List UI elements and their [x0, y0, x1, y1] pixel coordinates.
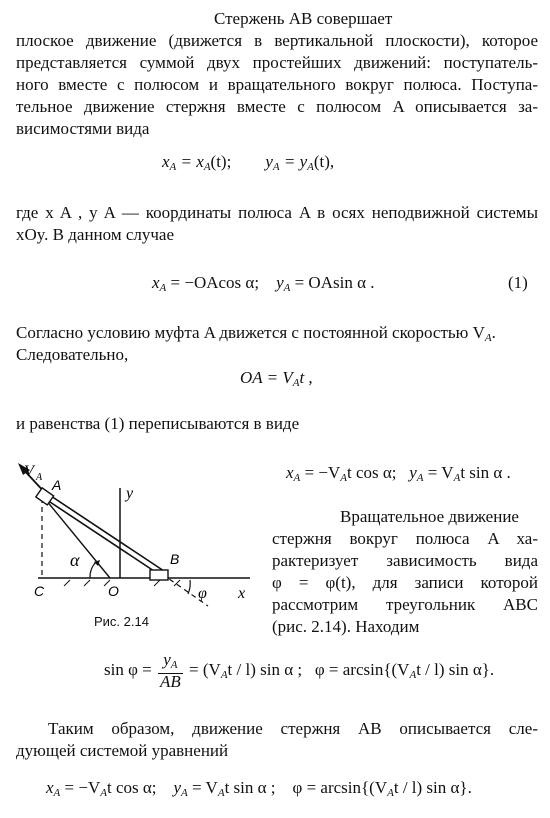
label-phi: φ [198, 585, 207, 602]
text-line: и равенства (1) переписываются в виде [16, 414, 300, 433]
equation-sin-phi: sin φ = $\frac{y_A}{AB}$ = $(V_At / l)$ sin α ; $\varphi = \arcsin\{(V_At / l)$ sin α}. [104, 650, 495, 691]
text-line: стержня вокруг полюса A ха- [272, 529, 538, 548]
label-x: x [238, 585, 246, 602]
equation-1: $x_A = -OAcos$ α; $y_A = OAsin$ α . [152, 273, 375, 294]
equation-oa: OA = $V_At$ , [240, 368, 313, 389]
slider-b [150, 570, 168, 580]
label-a: A [52, 477, 62, 493]
text-line: xOy. В данном случае [16, 225, 175, 244]
rod-ab [44, 498, 160, 575]
text-line: Вращательное движение [340, 507, 519, 526]
text-line: дующей системой уравнений [16, 741, 229, 760]
phi-arc [188, 580, 190, 594]
label-y: y [126, 485, 134, 502]
figure-caption: Рис. 2.14 [94, 614, 149, 629]
label-o: O [108, 583, 119, 599]
label-b: B [170, 551, 180, 567]
text-line: рассмотрим треугольник ABC [272, 595, 538, 614]
label-c: C [34, 583, 45, 599]
label-va: A [36, 472, 43, 483]
equation-number: (1) [508, 273, 528, 292]
text-line: φ = φ(t), для записи которой [272, 573, 538, 592]
text-line: Таким образом, движение стержня AB описывается сле- [48, 719, 538, 738]
alpha-arc [90, 562, 96, 578]
text-line: Согласно условию муфта A движется с постоянной скоростью $V_A$. [16, 323, 496, 344]
text-line: ного вместе с полюсом и вращательного вокруг полюса. Поступа- [16, 75, 538, 94]
equation-final: $x_A = -V_At$ cos α; $y_A = V_At$ sin α ; $\varphi = \arcsin\{(V_At / l)$ sin α}. [46, 778, 472, 799]
ground-hatch [64, 580, 180, 586]
label-v: V [24, 463, 34, 480]
equation-general: $x_A = x_A(t)$; $y_A = y_A(t)$, [162, 152, 335, 173]
text-line: где x A , y A — координаты полюса A в осях неподвижной системы [16, 203, 538, 222]
text-line: Следовательно, [16, 345, 129, 364]
text-line: плоское движение (движется в вертикальной плоскости), которое [16, 31, 538, 50]
rod-ab [48, 494, 164, 571]
text-line: (рис. 2.14). Находим [272, 617, 420, 636]
text-line: Стержень AB совершает [214, 9, 393, 28]
equation-xy: $x_A = -V_At$ cos α; $y_A = V_At$ sin α . [286, 463, 511, 484]
text-line: рактеризует зависимость вида [272, 551, 538, 570]
text-line: тельное движение стержня вместе с полюсом A описывается за- [16, 97, 538, 116]
label-alpha: α [70, 550, 80, 570]
text-line: висимостями вида [16, 119, 150, 138]
figure-2-14 [10, 458, 268, 636]
text-line: представляется суммой двух простейших движений: поступатель- [16, 53, 538, 72]
